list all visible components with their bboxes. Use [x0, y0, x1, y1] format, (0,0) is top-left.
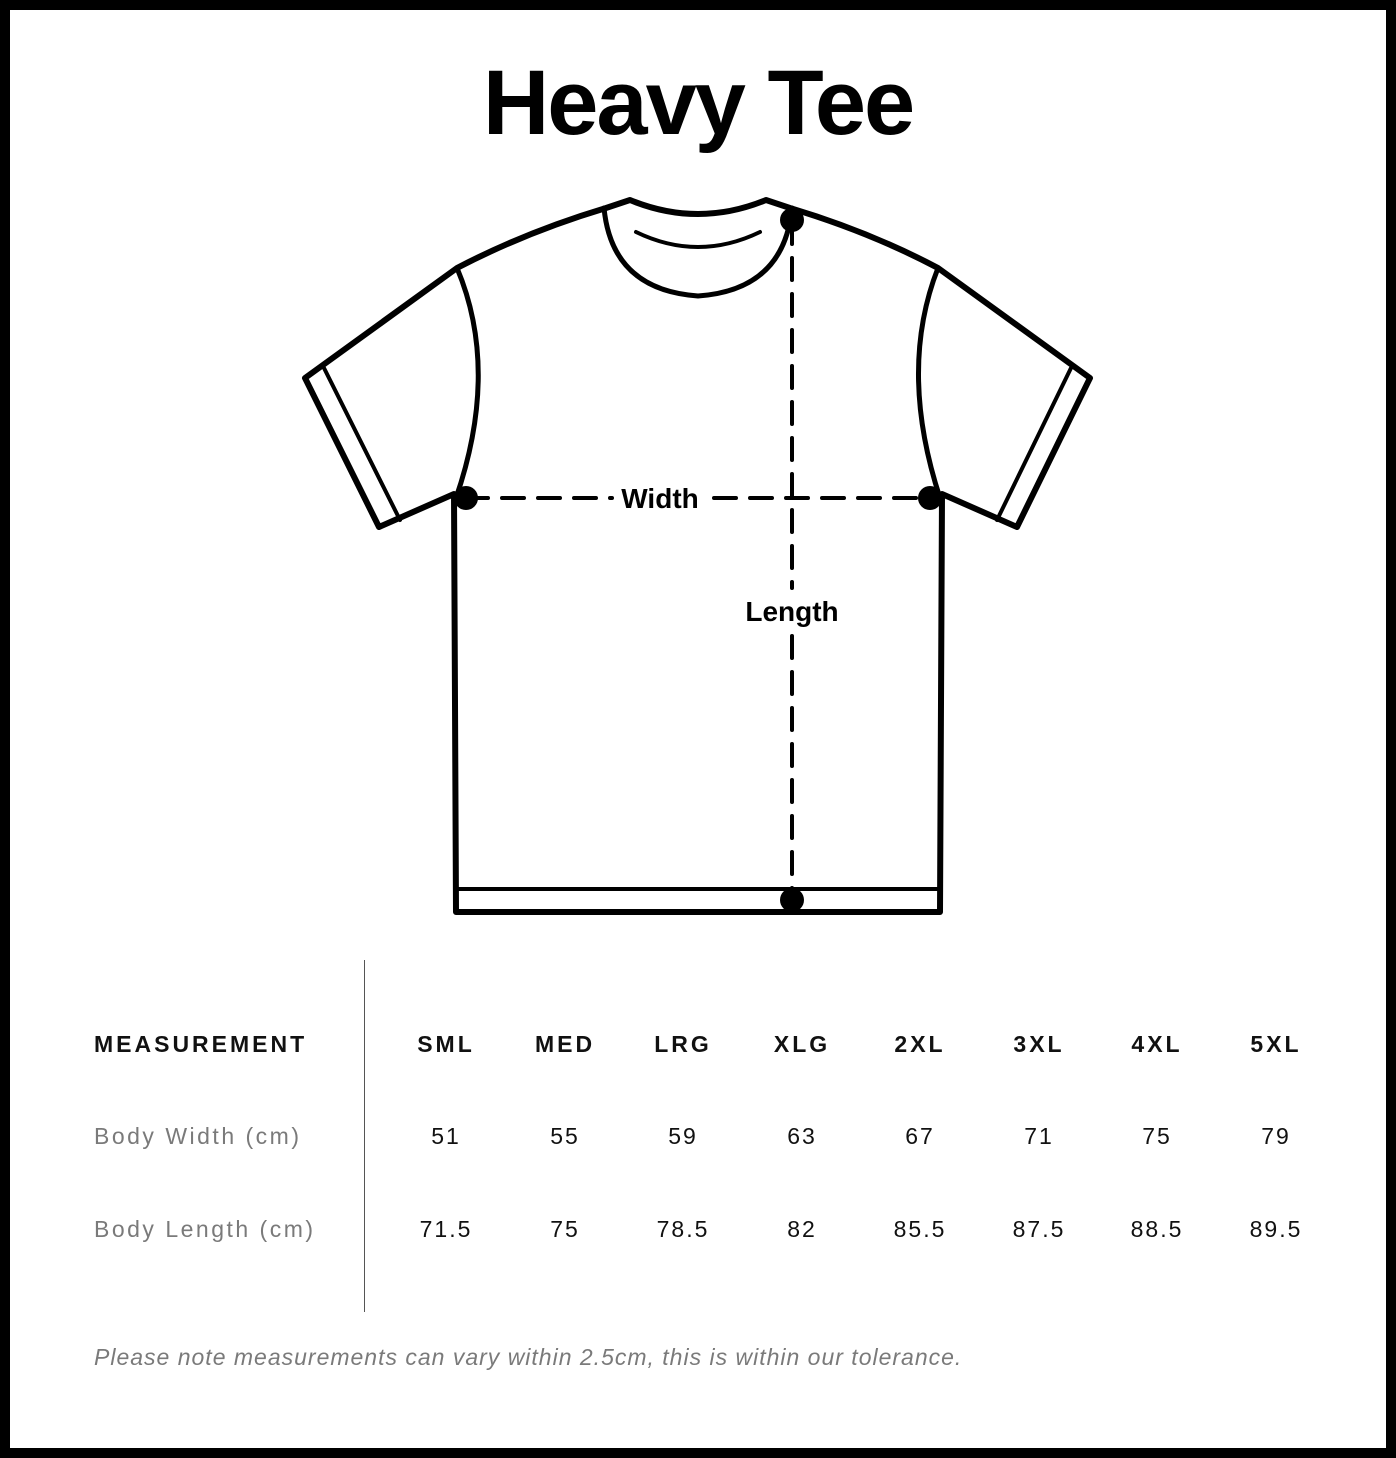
size-header-med: MED [534, 1031, 596, 1057]
table-cell: 85.5 [893, 1216, 947, 1242]
page-title: Heavy Tee [482, 52, 914, 154]
size-header-4xl: 4XL [1131, 1031, 1183, 1057]
tshirt-left-sleeve-seam [456, 268, 478, 498]
table-cell: 75 [550, 1216, 580, 1242]
row-label-body-width: Body Width (cm) [94, 1123, 302, 1149]
width-label: Width [621, 483, 699, 514]
table-cell: 87.5 [1012, 1216, 1066, 1242]
measurement-header: MEASUREMENT [94, 1031, 308, 1057]
table-cell: 71 [1024, 1123, 1054, 1149]
table-cell: 89.5 [1249, 1216, 1303, 1242]
table-cell: 82 [787, 1216, 817, 1242]
table-cell: 59 [668, 1123, 698, 1149]
table-cell: 63 [787, 1123, 817, 1149]
length-start-dot [780, 208, 804, 232]
table-cell: 67 [905, 1123, 935, 1149]
tolerance-note: Please note measurements can vary within 2.5cm, this is within our tolerance. [94, 1344, 963, 1370]
length-label: Length [745, 596, 839, 627]
size-header-lrg: LRG [654, 1031, 712, 1057]
tshirt-collar-inner [636, 232, 760, 247]
tshirt-collar [604, 208, 792, 296]
table-divider [364, 960, 365, 1312]
row-label-body-length: Body Length (cm) [94, 1216, 316, 1242]
table-cell: 71.5 [419, 1216, 473, 1242]
width-start-dot [454, 486, 478, 510]
size-header-3xl: 3XL [1013, 1031, 1065, 1057]
size-header-2xl: 2XL [894, 1031, 946, 1057]
width-end-dot [918, 486, 942, 510]
size-header-sml: SML [417, 1031, 475, 1057]
table-cell: 78.5 [656, 1216, 710, 1242]
size-header-5xl: 5XL [1250, 1031, 1302, 1057]
table-cell: 79 [1261, 1123, 1291, 1149]
tshirt-outline [305, 200, 1090, 912]
table-cell: 75 [1142, 1123, 1172, 1149]
length-end-dot [780, 888, 804, 912]
tshirt-right-sleeve-seam [918, 268, 940, 498]
table-cell: 88.5 [1130, 1216, 1184, 1242]
size-header-xlg: XLG [773, 1031, 831, 1057]
table-cell: 55 [550, 1123, 580, 1149]
table-cell: 51 [431, 1123, 461, 1149]
